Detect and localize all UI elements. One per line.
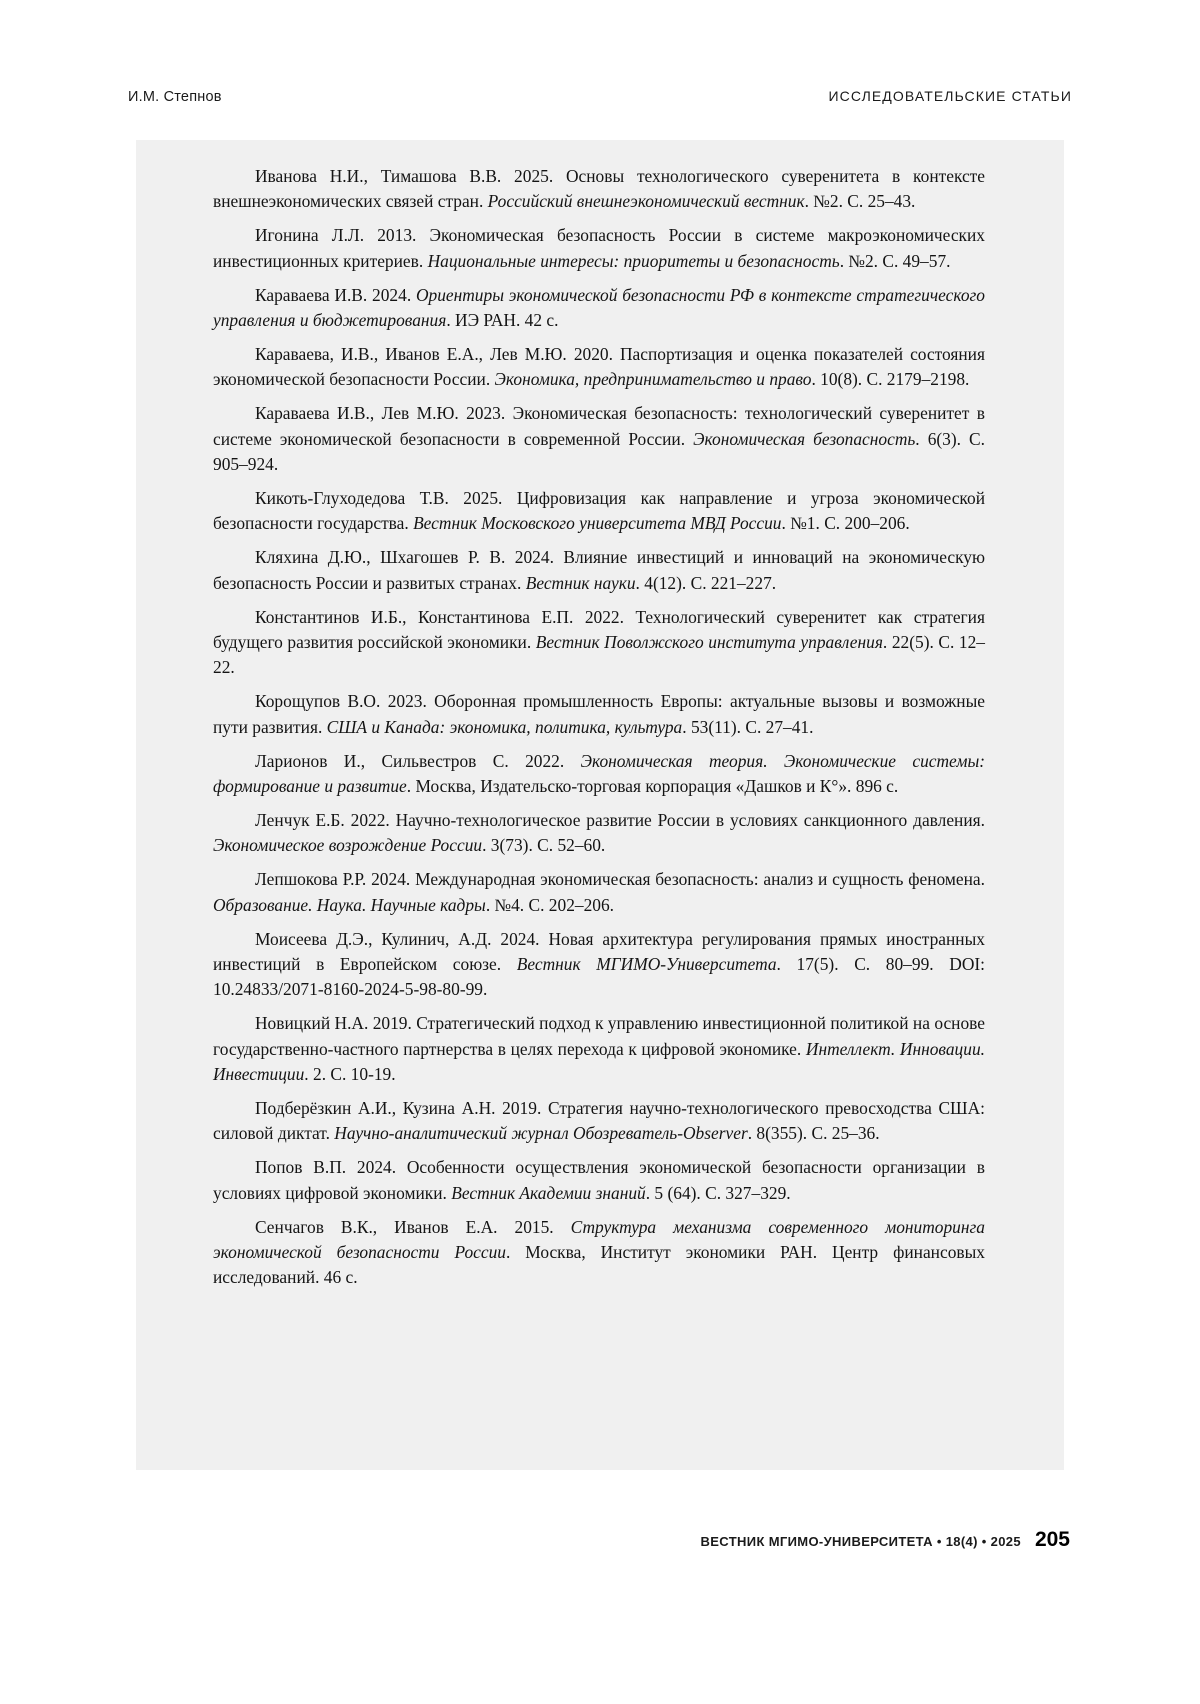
reference-entry: Караваева И.В., Лев М.Ю. 2023. Экономическая безопасность: технологический суверенитет в системе экономической безопасности в современной России. Экономическая безопасность. 6(3). С. 905–924.: [213, 403, 986, 475]
reference-entry: Корощупов В.О. 2023. Оборонная промышленность Европы: актуальные вызовы и возможные пути развития. США и Канада: экономика, политика, культура. 53(11). С. 27–41.: [213, 691, 985, 737]
reference-entry: Сенчагов В.К., Иванов Е.А. 2015. Структура механизма современного мониторинга экономической безопасности России. Москва, Институт экономики РАН. Центр финансовых исследований. 46 с.: [213, 1216, 985, 1288]
running-head-section: ИССЛЕДОВАТЕЛЬСКИЕ СТАТЬИ: [828, 88, 1072, 104]
page-number: 205: [1034, 1528, 1070, 1551]
reference-entry: Караваева И.В. 2024. Ориентиры экономической безопасности РФ в контексте стратегического управления и бюджетирования. ИЭ РАН. 42 с.: [213, 284, 986, 331]
running-head: [128, 88, 1072, 105]
reference-entry: Моисеева Д.Э., Кулинич, А.Д. 2024. Новая архитектура регулирования прямых иностранных инвестиций в Европейском союзе. Вестник МГИМО-Университета. 17(5). С. 80–99. DOI: 10.24833/2071-8160-2024-5-98-80-99.: [213, 928, 986, 1000]
reference-entry: Игонина Л.Л. 2013. Экономическая безопасность России в системе макроэкономических инвестиционных критериев. Национальные интересы: приоритеты и безопасность. №2. С. 49–57.: [213, 225, 985, 271]
reference-entry: Иванова Н.И., Тимашова В.В. 2025. Основы технологического суверенитета в контексте внешнеэкономических связей стран. Российский внешнеэкономический вестник. №2. С. 25–43.: [213, 166, 985, 212]
reference-entry: Лепшокова Р.Р. 2024. Международная экономическая безопасность: анализ и сущность феномена. Образование. Наука. Научные кадры. №4. С. 202–206.: [213, 869, 985, 915]
reference-entry: Кляхина Д.Ю., Шхагошев Р. В. 2024. Влияние инвестиций и инноваций на экономическую безопасность России и развитых странах. Вестник науки. 4(12). С. 221–227.: [213, 547, 985, 593]
reference-entry: Подберёзкин А.И., Кузина А.Н. 2019. Стратегия научно-технологического превосходства США: силовой диктат. Научно-аналитический журнал Обозреватель-Observer. 8(355). С. 25–36.: [213, 1098, 985, 1144]
references-list: [213, 164, 985, 1291]
reference-entry: Ленчук Е.Б. 2022. Научно-технологическое развитие России в условиях санкционного давления. Экономическое возрождение России. 3(73). С. 52–60.: [213, 809, 985, 856]
running-head-author: И.М. Степнов: [128, 89, 222, 105]
reference-entry: Новицкий Н.А. 2019. Стратегический подход к управлению инвестиционной политикой на основе государственно-частного партнерства в целях перехода к цифровой экономике. Интеллект. Инновации. Инвестиции. 2. С. 10-19.: [213, 1013, 985, 1085]
reference-entry: Караваева, И.В., Иванов Е.А., Лев М.Ю. 2020. Паспортизация и оценка показателей состояния экономической безопасности России. Экономика, предпринимательство и право. 10(8). С. 2179–2198.: [213, 343, 985, 390]
reference-entry: Кикоть-Глуходедова Т.В. 2025. Цифровизация как направление и угроза экономической безопасности государства. Вестник Московского университета МВД России. №1. С. 200–206.: [213, 487, 985, 534]
reference-entry: Константинов И.Б., Константинова Е.П. 2022. Технологический суверенитет как стратегия будущего развития российской экономики. Вестник Поволжского института управления. 22(5). С. 12–22.: [213, 606, 985, 678]
page-footer: [701, 1528, 1070, 1552]
reference-entry: Попов В.П. 2024. Особенности осуществления экономической безопасности организации в условиях цифровой экономики. Вестник Академии знаний. 5 (64). С. 327–329.: [213, 1157, 985, 1203]
footer-journal-line: ВЕСТНИК МГИМО-УНИВЕРСИТЕТА • 18(4) • 2025: [700, 1534, 1021, 1549]
reference-entry: Ларионов И., Сильвестров С. 2022. Экономическая теория. Экономические системы: формирование и развитие. Москва, Издательско-торговая корпорация «Дашков и К°». 896 с.: [213, 750, 986, 797]
